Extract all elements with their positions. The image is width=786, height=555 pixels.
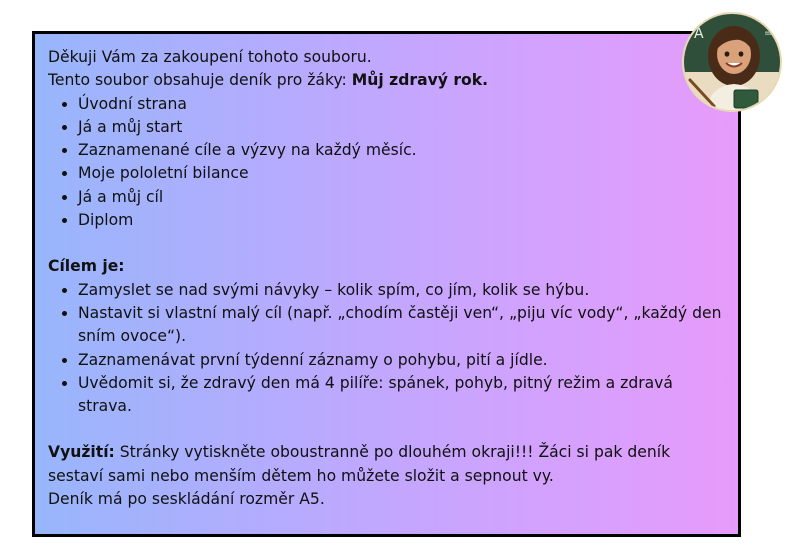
svg-text:=: = [764,28,773,39]
intro-contents [48,69,723,92]
list-item: • Úvodní strana [78,93,723,116]
goal-heading-text: Cílem je: [48,257,125,276]
usage-label: Využití: [48,443,115,462]
list-item: • Moje pololetní bilance [78,162,723,185]
list-item: • Zamyslet se nad svými návyky – kolik spím, co jím, kolik se hýbu. [78,279,723,302]
usage-text: Stránky vytiskněte oboustranně po dlouhém okraji!!! Žáci si pak deník sestaví sami nebo menším dětem ho můžete složit a sepnout vy. [48,443,671,485]
intro-thanks: Děkuji Vám za zakoupení tohoto souboru. [48,48,372,66]
list-item: • Zaznamenané cíle a výzvy na každý měsíc. [78,139,723,162]
spacer [48,232,723,255]
diary-title: Můj zdravý rok. [351,71,489,90]
usage-paragraph [48,441,723,488]
card-content [48,46,723,511]
intro-contents-text: Tento soubor obsahuje deník pro žáky: [48,71,352,90]
svg-text:A: A [694,26,704,42]
teacher-illustration-icon [684,14,782,112]
spacer [48,418,723,441]
size-note: Deník má po seskládání rozměr A5. [48,490,325,509]
list-item: • Já a můj start [78,116,723,139]
list-item: • Diplom [78,209,723,232]
list-item: • Nastavit si vlastní malý cíl (např. „chodím častěji ven“, „piju víc vody“, „každý den sním ovoce“). [78,302,723,349]
goal-list [48,279,723,419]
list-item: • Já a můj cíl [78,186,723,209]
list-item: • Uvědomit si, že zdravý den má 4 pilíře: spánek, pohyb, pitný režim a zdravá strava. [78,372,723,419]
info-card [32,31,741,537]
list-item: • Zaznamenávat první týdenní záznamy o pohybu, pití a jídle. [78,349,723,372]
contents-list [48,93,723,233]
goal-heading [48,255,723,278]
teacher-avatar-icon [682,12,782,112]
